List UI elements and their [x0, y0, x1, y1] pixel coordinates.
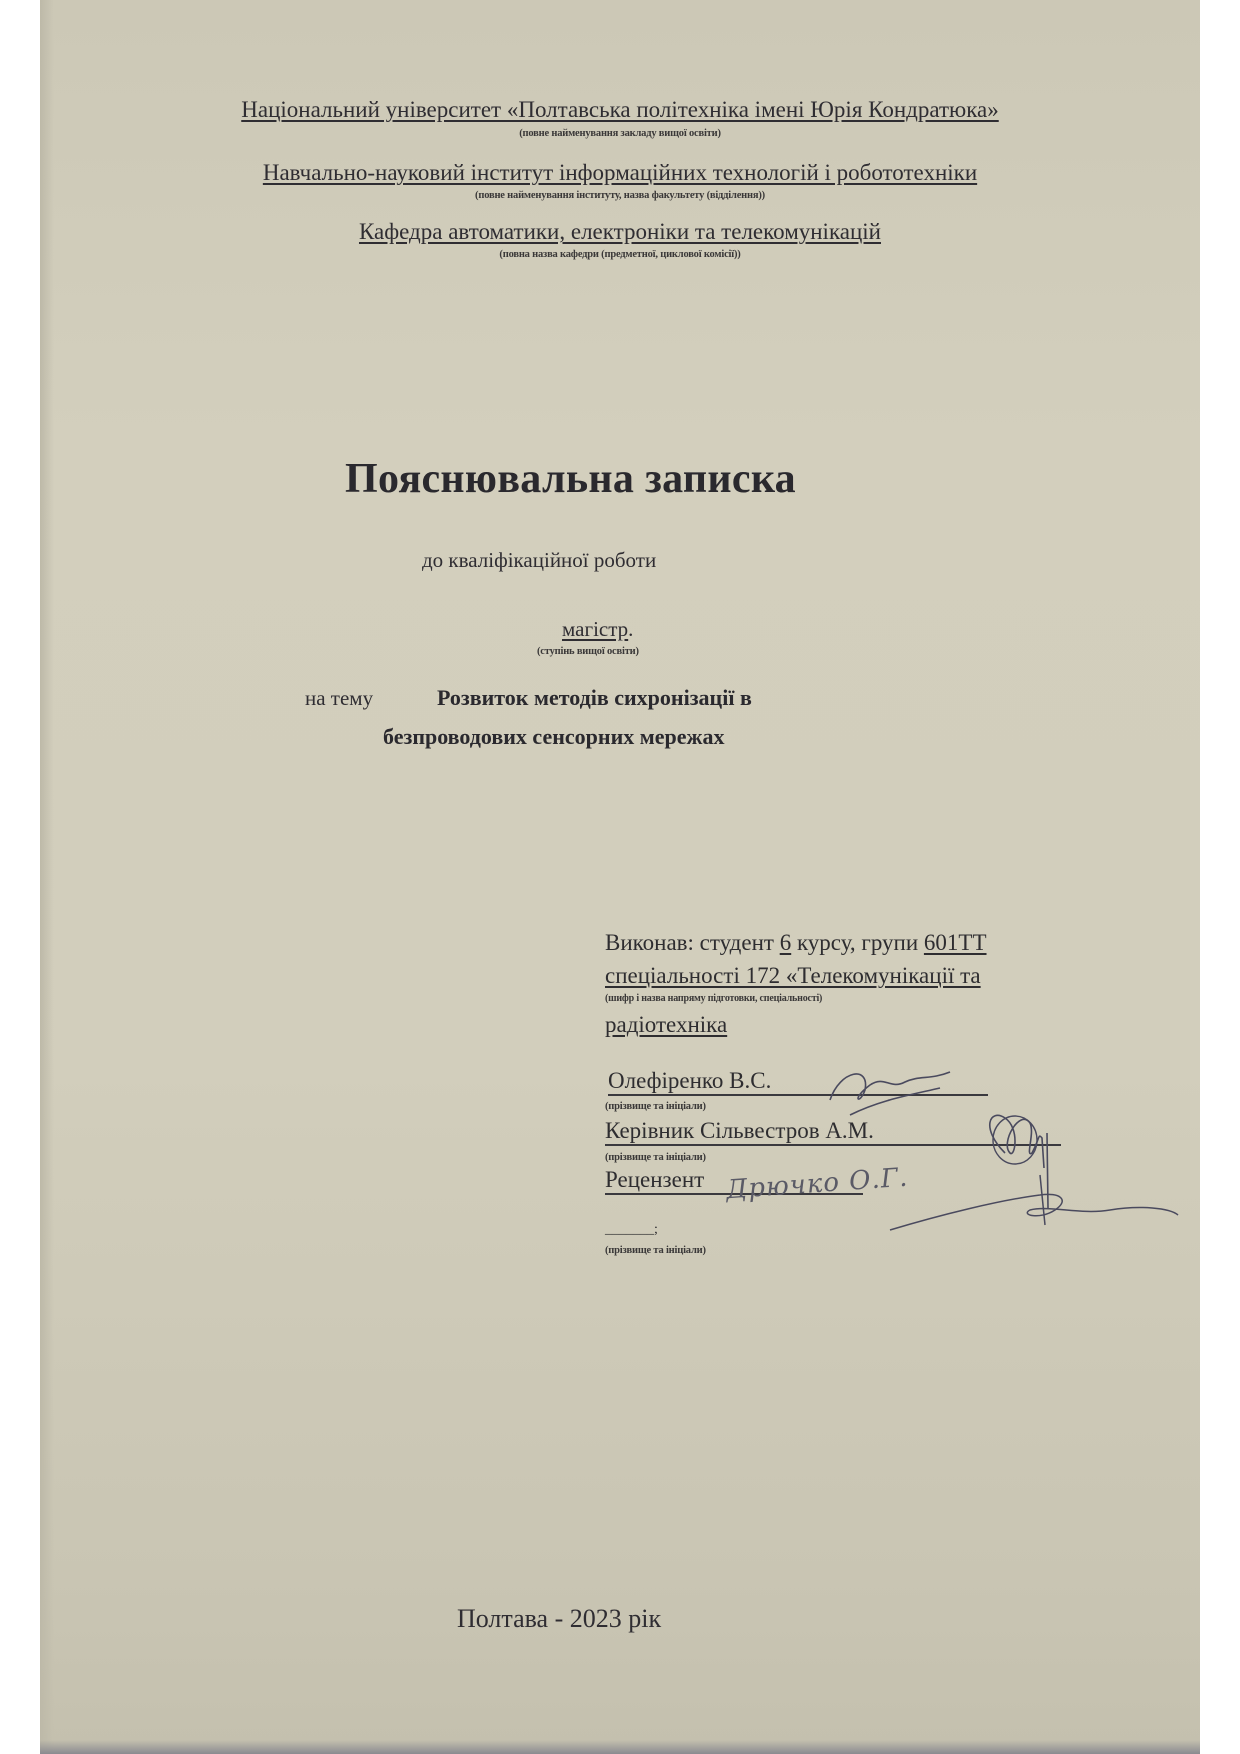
institute-name: Навчально-науковий інститут інформаційних технологій і робототехніки [262, 160, 978, 185]
reviewer-label: Рецензент [605, 1167, 863, 1195]
supervisor-name: Керівник Сільвестров А.М. [605, 1118, 1061, 1146]
theme-line-1: Розвиток методів сихронізації в [437, 685, 752, 710]
degree-caption: (ступінь вищої освіти) [537, 646, 639, 657]
student-caption: (прізвище та ініціали) [605, 1101, 706, 1112]
specialty-caption: (шифр і назва напряму підготовки, спеціальності) [605, 993, 823, 1004]
institute-caption: (повне найменування інституту, назва факультету (відділення)) [475, 190, 765, 201]
document-page [40, 0, 1200, 1754]
supervisor-caption: (прізвище та ініціали) [605, 1152, 706, 1163]
performed-prefix: Виконав: студент [605, 930, 780, 955]
degree-value: магістр [562, 617, 629, 641]
course-suffix: курсу, групи [791, 930, 924, 955]
degree [562, 617, 633, 642]
group-code: 601ТТ [923, 930, 987, 955]
department-name: Кафедра автоматики, електроніки та телекомунікацій [358, 219, 881, 244]
theme-label: на тему [305, 686, 374, 710]
degree-suffix: . [628, 617, 634, 641]
student-name: Олефіренко В.С. [608, 1068, 988, 1096]
reviewer-handwritten-name: Дрючко О.Г. [725, 1162, 910, 1206]
document-title: Пояснювальна записка [345, 456, 796, 502]
specialty-line-2: радіотехніка [605, 1012, 728, 1037]
city-year: Полтава - 2023 рік [457, 1604, 662, 1633]
document-subtitle: до кваліфікаційної роботи [422, 548, 657, 572]
performed-by-line [605, 930, 987, 956]
department-caption: (повна назва кафедри (предметної, циклової комісії)) [499, 249, 741, 260]
specialty-line-1: спеціальності 172 «Телекомунікації та [605, 963, 981, 988]
university-caption: (повне найменування закладу вищої освіти) [519, 128, 721, 139]
reviewer-blank: _______; [605, 1222, 658, 1237]
theme-line-2: безпроводових сенсорних мережах [383, 724, 725, 749]
university-name: Національний університет «Полтавська політехніка імені Юрія Кондратюка» [241, 97, 999, 122]
reviewer-caption: (прізвище та ініціали) [605, 1245, 706, 1256]
reviewer-signature-icon [880, 1170, 1180, 1240]
course-number: 6 [779, 930, 792, 955]
